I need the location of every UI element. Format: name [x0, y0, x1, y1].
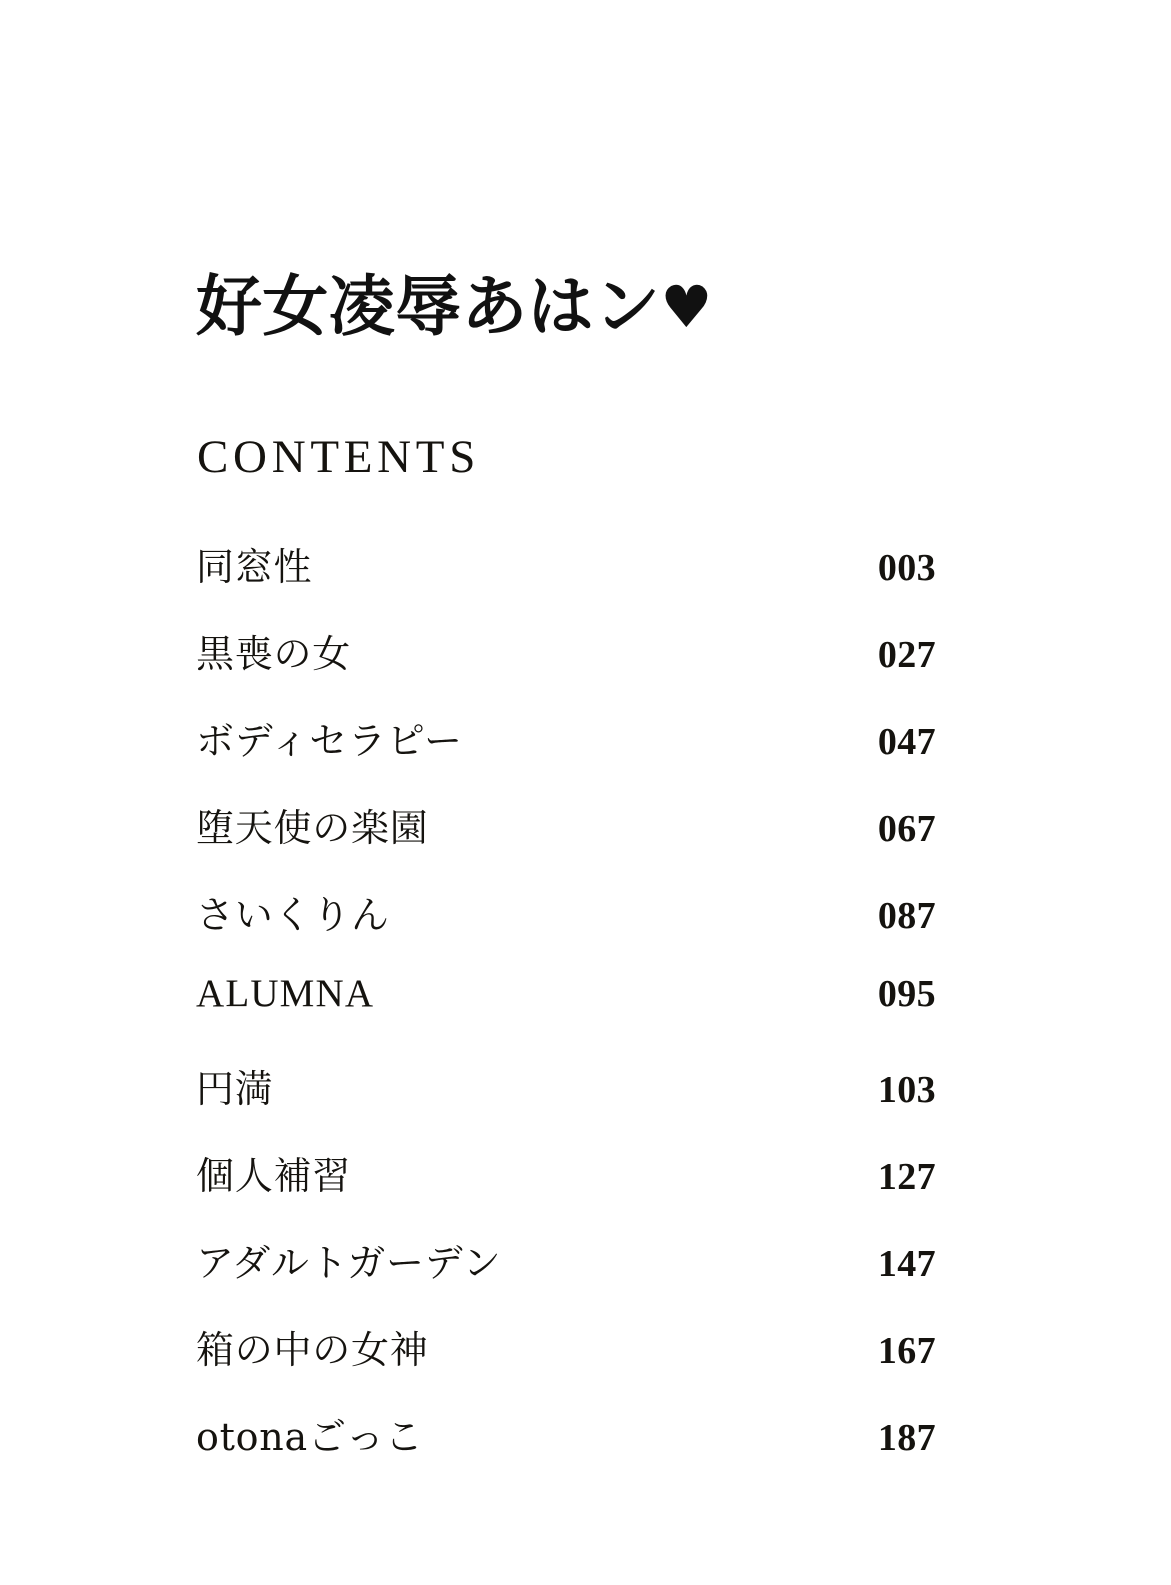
- toc-entry-page: 147: [877, 1243, 936, 1285]
- toc-entry-title: ALUMNA: [196, 972, 375, 1015]
- toc-entry-page: 127: [877, 1156, 936, 1198]
- toc-entry[interactable]: [196, 971, 936, 1058]
- toc-entry-title: 個人補習: [196, 1154, 352, 1198]
- toc-entry[interactable]: [196, 1058, 936, 1145]
- toc-entry[interactable]: [196, 536, 936, 623]
- book-title-text: 好女凌辱あはン: [196, 267, 661, 345]
- contents-heading: CONTENTS: [197, 431, 481, 483]
- toc-entry[interactable]: [196, 623, 936, 710]
- toc-entry-page: 047: [877, 721, 936, 763]
- toc-entry-title: 箱の中の女神: [196, 1328, 429, 1372]
- toc-entry-page: 027: [877, 634, 936, 676]
- toc-entry-title: 堕天使の楽園: [196, 806, 429, 850]
- book-title: [196, 267, 713, 345]
- toc-entry-title: 円満: [196, 1067, 274, 1111]
- toc-entry-page: 187: [877, 1417, 936, 1459]
- toc-entry-page: 095: [877, 973, 936, 1015]
- toc-entry[interactable]: [196, 1406, 936, 1493]
- toc-entry-page: 103: [877, 1069, 936, 1111]
- toc-entry-title: ボディセラピー: [196, 719, 463, 763]
- toc-entry[interactable]: [196, 797, 936, 884]
- toc-entry-title: 黒喪の女: [196, 632, 352, 676]
- toc-entry-page: 167: [877, 1330, 936, 1372]
- toc-entry-page: 003: [877, 547, 936, 589]
- toc-entry[interactable]: [196, 1145, 936, 1232]
- heart-icon: ♥: [660, 273, 713, 341]
- toc-entry-page: 087: [877, 895, 936, 937]
- toc-entry[interactable]: [196, 1232, 936, 1319]
- toc-entry[interactable]: [196, 1319, 936, 1406]
- toc-entry[interactable]: [196, 884, 936, 971]
- table-of-contents: [196, 536, 936, 1493]
- toc-entry-title: アダルトガーデン: [196, 1241, 502, 1285]
- toc-entry-title: さいくりん: [196, 893, 390, 937]
- toc-entry-page: 067: [877, 808, 936, 850]
- toc-entry-title: 同窓性: [196, 545, 313, 589]
- toc-entry-title: otonaごっこ: [196, 1415, 424, 1459]
- toc-entry[interactable]: [196, 710, 936, 797]
